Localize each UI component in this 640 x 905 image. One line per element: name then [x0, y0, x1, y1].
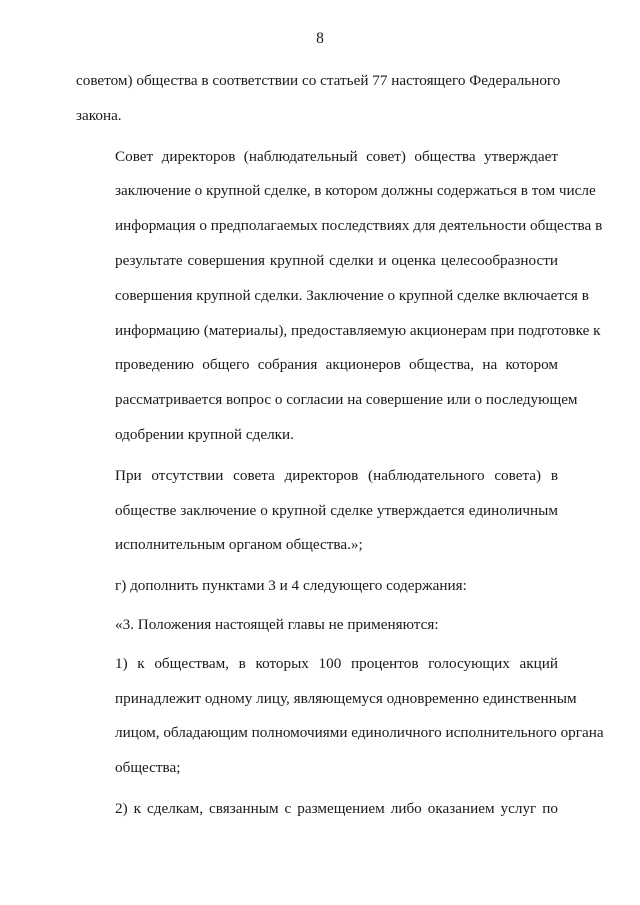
- text-line: «3. Положения настоящей главы не применяются:: [115, 615, 439, 633]
- text-line: г) дополнить пунктами 3 и 4 следующего содержания:: [115, 577, 467, 595]
- text-line: заключение о крупной сделке, в котором должны содержаться в том числе: [115, 182, 596, 200]
- text-line: совершения крупной сделки. Заключение о крупной сделке включается в: [115, 286, 589, 304]
- text-line: исполнительным органом общества.»;: [115, 536, 363, 554]
- text-line: При отсутствии совета директоров (наблюдательного совета) в: [115, 466, 558, 484]
- text-line: информацию (материалы), предоставляемую акционерам при подготовке к: [115, 321, 601, 339]
- text-line: советом) общества в соответствии со статьей 77 настоящего Федерального: [76, 72, 561, 89]
- text-line: информация о предполагаемых последствиях для деятельности общества в: [115, 217, 603, 235]
- paragraph-5: [76, 608, 558, 643]
- text-line: 1) к обществам, в которых 100 процентов голосующих акций: [115, 654, 558, 672]
- paragraph-7: [76, 792, 558, 827]
- document-body: [76, 64, 604, 827]
- text-line: Совет директоров (наблюдательный совет) общества утверждает: [115, 147, 558, 165]
- text-line: проведению общего собрания акционеров общества, на котором: [115, 356, 558, 374]
- paragraph-1: [76, 64, 561, 134]
- text-line: результате совершения крупной сделки и оценка целесообразности: [115, 251, 558, 269]
- text-line: общества;: [115, 759, 181, 777]
- page-number: 8: [316, 30, 324, 47]
- text-line: 2) к сделкам, связанным с размещением либо оказанием услуг по: [115, 799, 558, 817]
- text-line: лицом, обладающим полномочиями единоличного исполнительного органа: [115, 724, 604, 742]
- paragraph-2: [76, 140, 603, 453]
- paragraph-4: [76, 569, 558, 604]
- paragraph-3: [76, 459, 558, 563]
- text-line: одобрении крупной сделки.: [115, 425, 294, 443]
- text-line: обществе заключение о крупной сделке утверждается единоличным: [115, 501, 558, 519]
- text-line: закона.: [76, 106, 122, 124]
- text-line: рассматривается вопрос о согласии на совершение или о последующем: [115, 391, 578, 409]
- paragraph-6: [76, 647, 604, 786]
- text-line: принадлежит одному лицу, являющемуся одновременно единственным: [115, 689, 577, 707]
